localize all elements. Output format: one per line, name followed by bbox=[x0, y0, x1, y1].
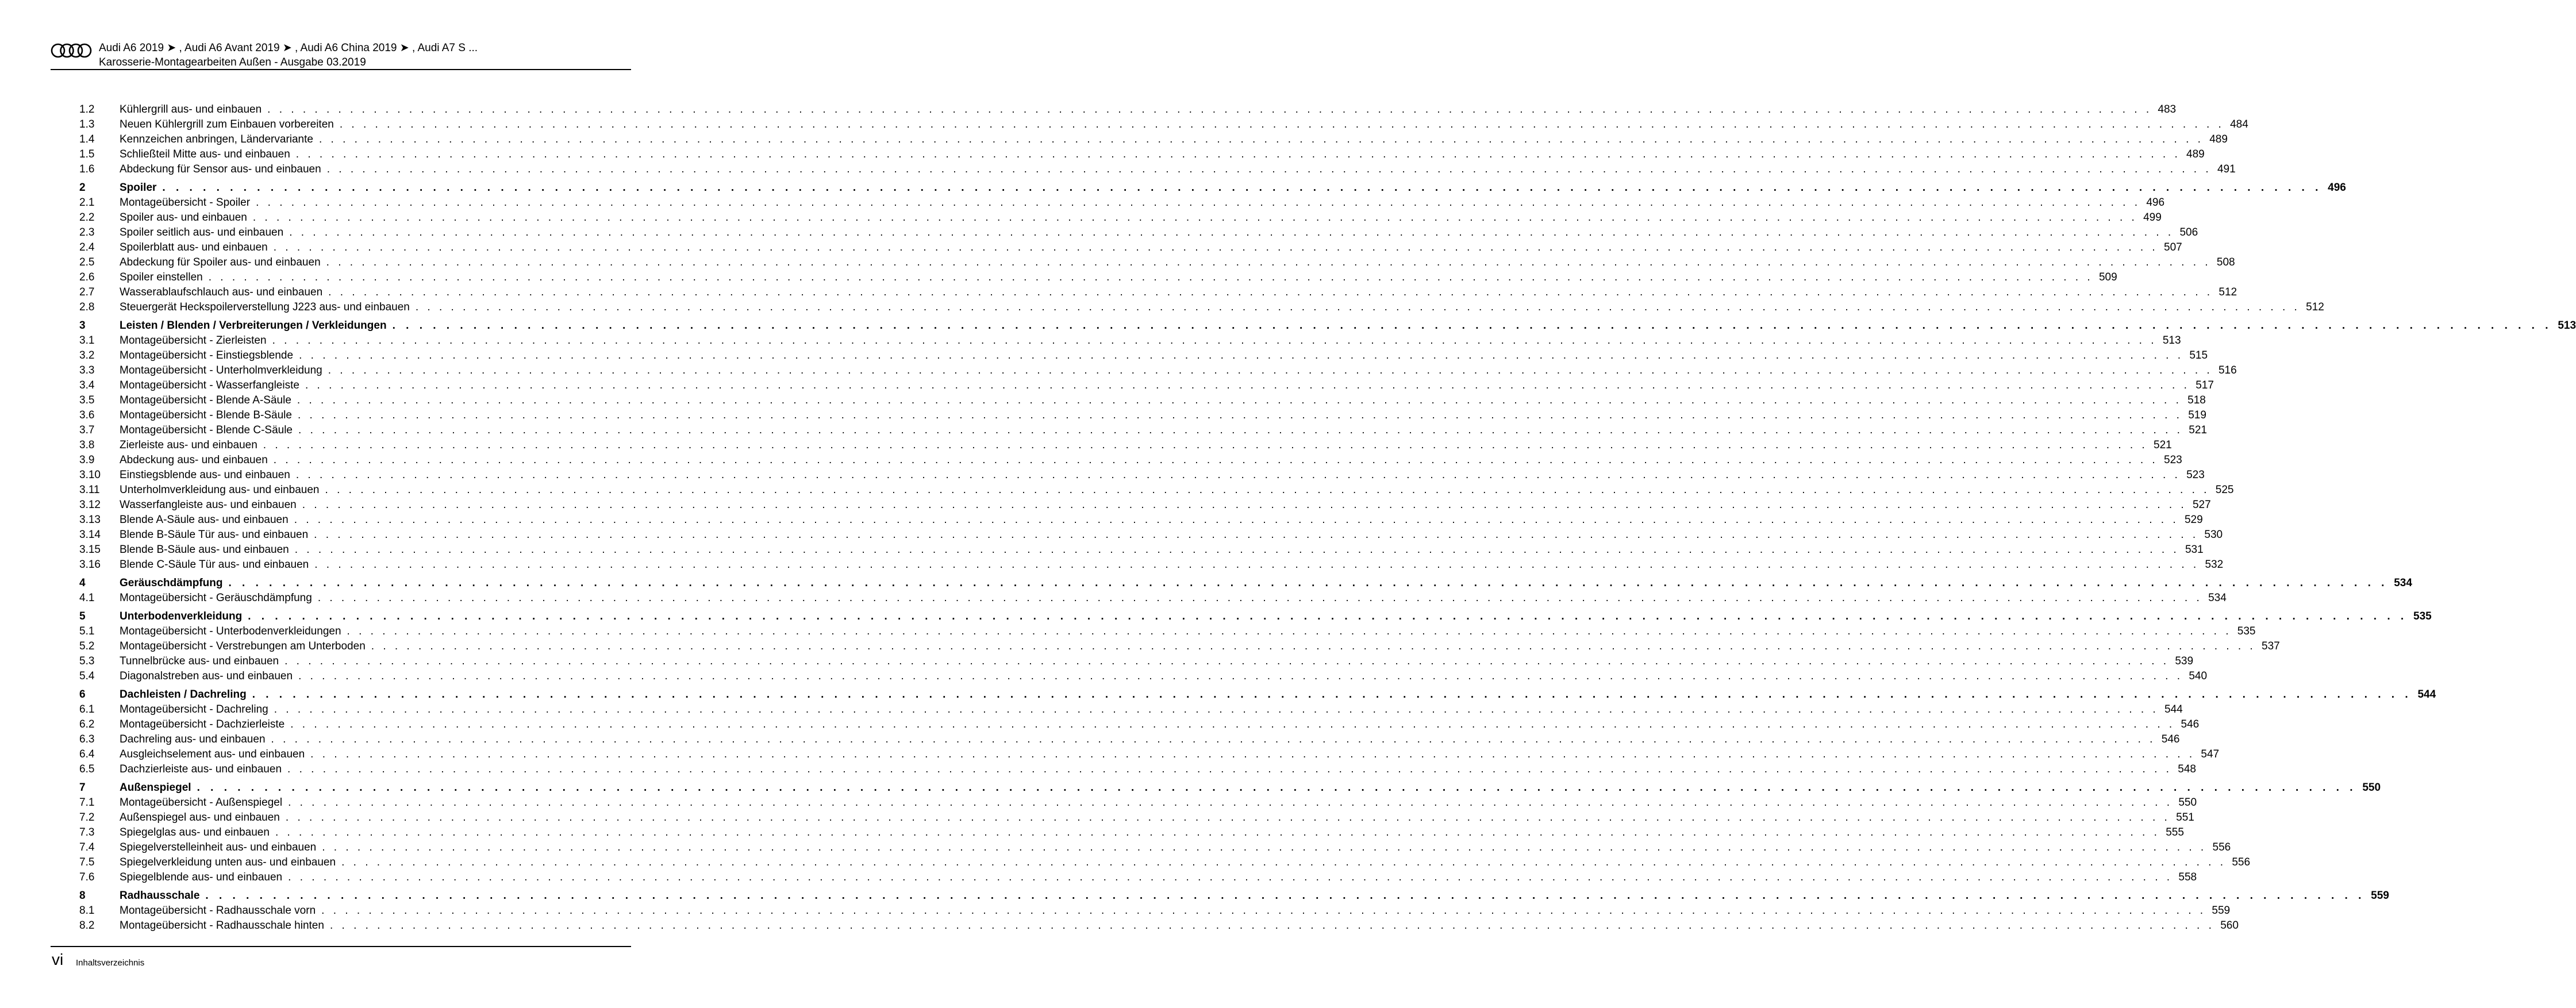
toc-dot-leader: . . . . . . . . . . . . . . . . . . . . . . . . . . . . . . . . . . . . . . . . . . . . . . . . . . . . . . . . . . . . . . . . . . . . . . . . . . . . . . . . . . . . . . . . . . . . . . . . . . . . . . . . . . . . . . . . . . . . . . . . . . . . . . . . . . . . . . . . . . . . . . . . . . . . . . . . . . . . . . . . bbox=[297, 409, 2182, 421]
toc-entry-title[interactable]: Wasserablaufschlauch aus- und einbauen bbox=[120, 286, 323, 298]
toc-entry-title[interactable]: Blende C-Säule Tür aus- und einbauen bbox=[120, 559, 309, 571]
toc-entry-page[interactable]: 535 bbox=[2413, 610, 2432, 622]
toc-entry-page[interactable]: 523 bbox=[2164, 454, 2182, 466]
toc-entry-number: 7.4 bbox=[79, 841, 95, 853]
toc-entry-title[interactable]: Blende B-Säule Tür aus- und einbauen bbox=[120, 529, 309, 541]
toc-entry-title[interactable]: Zierleiste aus- und einbauen bbox=[120, 439, 257, 451]
toc-entry-page[interactable]: 558 bbox=[2178, 871, 2197, 883]
toc-entry-number: 3.12 bbox=[79, 499, 101, 511]
toc-entry-title[interactable]: Montageübersicht - Blende A-Säule bbox=[120, 394, 291, 406]
toc-entry-title[interactable]: Blende B-Säule aus- und einbauen bbox=[120, 544, 289, 556]
toc-entry-number: 2.5 bbox=[79, 256, 95, 268]
toc-entry-page[interactable]: 513 bbox=[2558, 320, 2576, 332]
toc-dot-leader: . . . . . . . . . . . . . . . . . . . . . . . . . . . . . . . . . . . . . . . . . . . . . . . . . . . . . . . . . . . . . . . . . . . . . . . . . . . . . . . . . . . . . . . . . . . . . . . . . . . . . . . . . . . . . . . . . . . . . . . . . . . . . . . . . . . . . . . . . . . . . . . . . . . . . . . . . . . . . . . . bbox=[294, 514, 2179, 526]
toc-dot-leader: . . . . . . . . . . . . . . . . . . . . . . . . . . . . . . . . . . . . . . . . . . . . . . . . . . . . . . . . . . . . . . . . . . . . . . . . . . . . . . . . . . . . . . . . . . . . . . . . . . . . . . . . . . . . . . . . . . . . . . . . . . . . . . . . . . . . . . . . . . . . . . . . . . . . . . . . . . . . . . . . bbox=[329, 919, 2214, 932]
toc-entry-title[interactable]: Spoilerblatt aus- und einbauen bbox=[120, 241, 268, 253]
toc-dot-leader: . . . . . . . . . . . . . . . . . . . . . . . . . . . . . . . . . . . . . . . . . . . . . . . . . . . . . . . . . . . . . . . . . . . . . . . . . . . . . . . . . . . . . . . . . . . . . . . . . . . . . . . . . . . . . . . . . . . . . . . . . . . . . . . . . . . . . . . . . . . . . . . . . . . . . . . . . . . . . . . . bbox=[271, 733, 2156, 745]
toc-entry-number: 3 bbox=[79, 320, 86, 332]
toc-entry-number: 3.7 bbox=[79, 424, 95, 436]
toc-dot-leader: . . . . . . . . . . . . . . . . . . . . . . . . . . . . . . . . . . . . . . . . . . . . . . . . . . . . . . . . . . . . . . . . . . . . . . . . . . . . . . . . . . . . . . . . . . . . . . . . . . . . . . . . . . . . . . . . . . . . . . . . . . . . . . . . . . . . . . . . . . . . . . . . . . . . . . . . . . . . . . . . bbox=[252, 688, 2412, 701]
toc-entry-title[interactable]: Montageübersicht - Wasserfangleiste bbox=[120, 379, 299, 391]
footer-page-number: vi bbox=[52, 951, 64, 968]
header-divider bbox=[51, 69, 631, 70]
toc-entry-number: 5.1 bbox=[79, 625, 95, 637]
toc-entry-page[interactable]: 540 bbox=[2189, 670, 2208, 682]
toc-entry-title[interactable]: Tunnelbrücke aus- und einbauen bbox=[120, 655, 279, 667]
toc-dot-leader: . . . . . . . . . . . . . . . . . . . . . . . . . . . . . . . . . . . . . . . . . . . . . . . . . . . . . . . . . . . . . . . . . . . . . . . . . . . . . . . . . . . . . . . . . . . . . . . . . . . . . . . . . . . . . . . . . . . . . . . . . . . . . . . . . . . . . . . . . . . . . . . . . . . . . . . . . . . . . . . . bbox=[318, 133, 2204, 145]
table-of-contents bbox=[79, 101, 2576, 932]
toc-entry-row[interactable] bbox=[79, 526, 2223, 541]
toc-entry-number: 6.2 bbox=[79, 718, 95, 730]
toc-dot-leader: . . . . . . . . . . . . . . . . . . . . . . . . . . . . . . . . . . . . . . . . . . . . . . . . . . . . . . . . . . . . . . . . . . . . . . . . . . . . . . . . . . . . . . . . . . . . . . . . . . . . . . . . . . . . . . . . . . . . . . . . . . . . . . . . . . . . . . . . . . . . . . . . . . . . . . . . . . . . . . . . bbox=[288, 797, 2173, 809]
toc-entry-title[interactable]: Montageübersicht - Dachzierleiste bbox=[120, 718, 285, 730]
toc-entry-title[interactable]: Montageübersicht - Blende C-Säule bbox=[120, 424, 293, 436]
toc-dot-leader: . . . . . . . . . . . . . . . . . . . . . . . . . . . . . . . . . . . . . . . . . . . . . . . . . . . . . . . . . . . . . . . . . . . . . . . . . . . . . . . . . . . . . . . . . . . . . . . . . . . . . . . . . . . . . . . . . . . . . . . . . . . . . . . . . . . . . . . . . . . . . . . . . . . . . . . . . . . . . . . . bbox=[289, 226, 2174, 238]
toc-entry-row[interactable] bbox=[79, 194, 2165, 209]
toc-entry-title[interactable]: Neuen Kühlergrill zum Einbauen vorbereiten bbox=[120, 118, 334, 130]
toc-dot-leader: . . . . . . . . . . . . . . . . . . . . . . . . . . . . . . . . . . . . . . . . . . . . . . . . . . . . . . . . . . . . . . . . . . . . . . . . . . . . . . . . . . . . . . . . . . . . . . . . . . . . . . . . . . . . . . . . . . . . . . . . . . . . . . . . . . . . . . . . . . . . . . . . . . . . . . . . . . . . . . . . bbox=[325, 484, 2210, 496]
toc-entry-page[interactable]: 499 bbox=[2143, 211, 2162, 224]
toc-entry-number: 3.1 bbox=[79, 334, 95, 347]
toc-dot-leader: . . . . . . . . . . . . . . . . . . . . . . . . . . . . . . . . . . . . . . . . . . . . . . . . . . . . . . . . . . . . . . . . . . . . . . . . . . . . . . . . . . . . . . . . . . . . . . . . . . . . . . . . . . . . . . . . . . . . . . . . . . . . . . . . . . . . . . . . . . . . . . . . . . . . . . . . . . . . . . . . bbox=[275, 826, 2160, 838]
toc-chapter-row[interactable] bbox=[79, 179, 2346, 194]
toc-dot-leader: . . . . . . . . . . . . . . . . . . . . . . . . . . . . . . . . . . . . . . . . . . . . . . . . . . . . . . . . . . . . . . . . . . . . . . . . . . . . . . . . . . . . . . . . . . . . . . . . . . . . . . . . . . . . . . . . . . . . . . . . . . . . . . . . . . . . . . . . . . . . . . . . . . . . . . . . . . . . . . . . bbox=[263, 439, 2148, 451]
toc-entry-page[interactable]: 559 bbox=[2212, 905, 2231, 917]
toc-entry-page[interactable]: 530 bbox=[2204, 529, 2223, 541]
toc-entry-row[interactable] bbox=[79, 116, 2248, 131]
toc-entry-row[interactable] bbox=[79, 839, 2231, 854]
toc-dot-leader: . . . . . . . . . . . . . . . . . . . . . . . . . . . . . . . . . . . . . . . . . . . . . . . . . . . . . . . . . . . . . . . . . . . . . . . . . . . . . . . . . . . . . . . . . . . . . . . . . . . . . . . . . . . . . . . . . . . . . . . . . . . . . . . . . . . . . . . . . . . . . . . . . . . . . . . . . . . . . . . . bbox=[339, 118, 2224, 130]
toc-entry-row[interactable] bbox=[79, 716, 2200, 731]
toc-entry-number: 2.6 bbox=[79, 271, 95, 283]
toc-entry-title[interactable]: Montageübersicht - Verstrebungen am Unterboden bbox=[120, 640, 366, 652]
toc-entry-row[interactable] bbox=[79, 854, 2251, 869]
toc-entry-title[interactable]: Außenspiegel bbox=[120, 782, 191, 794]
toc-entry-title[interactable]: Spiegelverstelleinheit aus- und einbauen bbox=[120, 841, 317, 853]
toc-entry-title[interactable]: Montageübersicht - Einstiegsblende bbox=[120, 349, 294, 361]
toc-entry-number: 3.16 bbox=[79, 559, 101, 571]
toc-entry-title[interactable]: Abdeckung für Spoiler aus- und einbauen bbox=[120, 256, 321, 268]
toc-dot-leader: . . . . . . . . . . . . . . . . . . . . . . . . . . . . . . . . . . . . . . . . . . . . . . . . . . . . . . . . . . . . . . . . . . . . . . . . . . . . . . . . . . . . . . . . . . . . . . . . . . . . . . . . . . . . . . . . . . . . . . . . . . . . . . . . . . . . . . . . . . . . . . . . . . . . . . . . . . . . . . . . bbox=[297, 394, 2182, 406]
toc-entry-title[interactable]: Montageübersicht - Radhausschale vorn bbox=[120, 905, 316, 917]
toc-entry-title[interactable]: Kennzeichen anbringen, Ländervariante bbox=[120, 133, 313, 145]
toc-entry-number: 5.3 bbox=[79, 655, 95, 667]
toc-entry-number: 3.15 bbox=[79, 544, 101, 556]
toc-entry-page[interactable]: 544 bbox=[2164, 703, 2183, 715]
toc-entry-page[interactable]: 535 bbox=[2237, 625, 2256, 637]
toc-entry-page[interactable]: 525 bbox=[2215, 484, 2234, 496]
toc-dot-leader: . . . . . . . . . . . . . . . . . . . . . . . . . . . . . . . . . . . . . . . . . . . . . . . . . . . . . . . . . . . . . . . . . . . . . . . . . . . . . . . . . . . . . . . . . . . . . . . . . . . . . . . . . . . . . . . . . . . . . . . . . . . . . . . . . . . . . . . . . . . . . . . . . . . . . . . . . . . . . . . . bbox=[299, 349, 2184, 361]
toc-entry-number: 1.6 bbox=[79, 163, 95, 175]
toc-dot-leader: . . . . . . . . . . . . . . . . . . . . . . . . . . . . . . . . . . . . . . . . . . . . . . . . . . . . . . . . . . . . . . . . . . . . . . . . . . . . . . . . . . . . . . . . . . . . . . . . . . . . . . . . . . . . . . . . . . . . . . . . . . . . . . . . . . . . . . . . . . . . . . . . . . . . . . . . . . . . . . . . bbox=[326, 163, 2212, 175]
toc-entry-number: 3.5 bbox=[79, 394, 95, 406]
toc-entry-page[interactable]: 551 bbox=[2176, 811, 2194, 824]
toc-entry-row[interactable] bbox=[79, 556, 2224, 571]
toc-entry-page[interactable]: 532 bbox=[2205, 559, 2224, 571]
toc-entry-number: 2 bbox=[79, 182, 86, 194]
toc-entry-title[interactable]: Montageübersicht - Blende B-Säule bbox=[120, 409, 292, 421]
toc-chapter-row[interactable] bbox=[79, 608, 2432, 623]
toc-entry-number: 2.8 bbox=[79, 301, 95, 313]
toc-entry-row[interactable] bbox=[79, 392, 2206, 407]
toc-entry-title[interactable]: Abdeckung aus- und einbauen bbox=[120, 454, 268, 466]
toc-entry-row[interactable] bbox=[79, 209, 2162, 224]
toc-entry-number: 2.3 bbox=[79, 226, 95, 238]
toc-entry-row[interactable] bbox=[79, 497, 2211, 511]
toc-dot-leader: . . . . . . . . . . . . . . . . . . . . . . . . . . . . . . . . . . . . . . . . . . . . . . . . . . . . . . . . . . . . . . . . . . . . . . . . . . . . . . . . . . . . . . . . . . . . . . . . . . . . . . . . . . . . . . . . . . . . . . . . . . . . . . . . . . . . . . . . . . . . . . . . . . . . . . . . . . . . . . . . bbox=[295, 469, 2181, 481]
toc-entry-number: 1.2 bbox=[79, 103, 95, 116]
toc-entry-page[interactable]: 512 bbox=[2306, 301, 2324, 313]
toc-entry-title[interactable]: Spoiler einstellen bbox=[120, 271, 203, 283]
toc-entry-title[interactable]: Unterbodenverkleidung bbox=[120, 610, 243, 622]
toc-entry-number: 7.3 bbox=[79, 826, 95, 838]
toc-dot-leader: . . . . . . . . . . . . . . . . . . . . . . . . . . . . . . . . . . . . . . . . . . . . . . . . . . . . . . . . . . . . . . . . . . . . . . . . . . . . . . . . . . . . . . . . . . . . . . . . . . . . . . . . . . . . . . . . . . . . . . . . . . . . . . . . . . . . . . . . . . . . . . . . . . . . . . . . . . . . . . . . bbox=[273, 241, 2158, 253]
toc-entry-title[interactable]: Spoiler bbox=[120, 182, 157, 194]
toc-entry-row[interactable] bbox=[79, 623, 2256, 638]
toc-entry-row[interactable] bbox=[79, 422, 2207, 437]
toc-dot-leader: . . . . . . . . . . . . . . . . . . . . . . . . . . . . . . . . . . . . . . . . . . . . . . . . . . . . . . . . . . . . . . . . . . . . . . . . . . . . . . . . . . . . . . . . . . . . . . . . . . . . . . . . . . . . . . . . . . . . . . . . . . . . . . . . . . . . . . . . . . . . . . . . . . . . . . . . . . . . . . . . bbox=[302, 499, 2187, 511]
toc-chapter-row[interactable] bbox=[79, 575, 2412, 590]
toc-entry-number: 5.2 bbox=[79, 640, 95, 652]
toc-entry-row[interactable] bbox=[79, 653, 2194, 668]
toc-entry-number: 1.3 bbox=[79, 118, 95, 130]
toc-entry-title[interactable]: Dachleisten / Dachreling bbox=[120, 688, 247, 701]
toc-entry-row[interactable] bbox=[79, 701, 2183, 716]
toc-entry-row[interactable] bbox=[79, 452, 2182, 467]
toc-entry-title[interactable]: Montageübersicht - Zierleisten bbox=[120, 334, 267, 347]
toc-entry-title[interactable]: Spiegelverkleidung unten aus- und einbauen bbox=[120, 856, 336, 868]
toc-dot-leader: . . . . . . . . . . . . . . . . . . . . . . . . . . . . . . . . . . . . . . . . . . . . . . . . . . . . . . . . . . . . . . . . . . . . . . . . . . . . . . . . . . . . . . . . . . . . . . . . . . . . . . . . . . . . . . . . . . . . . . . . . . . . . . . . . . . . . . . . . . . . . . . . . . . . . . . . . . . . . . . . bbox=[205, 890, 2365, 902]
toc-entry-page[interactable]: 556 bbox=[2212, 841, 2231, 853]
toc-entry-row[interactable] bbox=[79, 254, 2235, 269]
header-vehicle-models: Audi A6 2019 ➤ , Audi A6 Avant 2019 ➤ , Audi A6 China 2019 ➤ , Audi A7 S ... bbox=[99, 42, 478, 54]
toc-entry-page[interactable]: 516 bbox=[2218, 364, 2237, 376]
toc-entry-row[interactable] bbox=[79, 917, 2239, 932]
toc-entry-page[interactable]: 556 bbox=[2232, 856, 2251, 868]
toc-entry-page[interactable]: 555 bbox=[2166, 826, 2184, 838]
toc-entry-number: 6 bbox=[79, 688, 86, 701]
toc-entry-number: 6.1 bbox=[79, 703, 95, 715]
toc-entry-row[interactable] bbox=[79, 161, 2236, 176]
toc-dot-leader: . . . . . . . . . . . . . . . . . . . . . . . . . . . . . . . . . . . . . . . . . . . . . . . . . . . . . . . . . . . . . . . . . . . . . . . . . . . . . . . . . . . . . . . . . . . . . . . . . . . . . . . . . . . . . . . . . . . . . . . . . . . . . . . . . . . . . . . . . . . . . . . . . . . . . . . . . . . . . . . . bbox=[415, 301, 2300, 313]
toc-dot-leader: . . . . . . . . . . . . . . . . . . . . . . . . . . . . . . . . . . . . . . . . . . . . . . . . . . . . . . . . . . . . . . . . . . . . . . . . . . . . . . . . . . . . . . . . . . . . . . . . . . . . . . . . . . . . . . . . . . . . . . . . . . . . . . . . . . . . . . . . . . . . . . . . . . . . . . . . . . . . . . . . bbox=[392, 320, 2552, 332]
toc-entry-row[interactable] bbox=[79, 377, 2214, 392]
toc-dot-leader: . . . . . . . . . . . . . . . . . . . . . . . . . . . . . . . . . . . . . . . . . . . . . . . . . . . . . . . . . . . . . . . . . . . . . . . . . . . . . . . . . . . . . . . . . . . . . . . . . . . . . . . . . . . . . . . . . . . . . . . . . . . . . . . . . . . . . . . . . . . . . . . . . . . . . . . . . . . . . . . . bbox=[295, 148, 2181, 160]
toc-entry-number: 6.4 bbox=[79, 748, 95, 760]
toc-dot-leader: . . . . . . . . . . . . . . . . . . . . . . . . . . . . . . . . . . . . . . . . . . . . . . . . . . . . . . . . . . . . . . . . . . . . . . . . . . . . . . . . . . . . . . . . . . . . . . . . . . . . . . . . . . . . . . . . . . . . . . . . . . . . . . . . . . . . . . . . . . . . . . . . . . . . . . . . . . . . . . . . bbox=[347, 625, 2232, 637]
toc-entry-title[interactable]: Steuergerät Heckspoilerverstellung J223 aus- und einbauen bbox=[120, 301, 410, 313]
toc-entry-number: 4 bbox=[79, 577, 86, 589]
toc-entry-page[interactable]: 550 bbox=[2178, 797, 2197, 809]
toc-entry-number: 7.6 bbox=[79, 871, 95, 883]
toc-entry-page[interactable]: 534 bbox=[2394, 577, 2412, 589]
toc-entry-row[interactable] bbox=[79, 467, 2205, 482]
toc-entry-title[interactable]: Montageübersicht - Radhausschale hinten bbox=[120, 919, 324, 932]
toc-entry-number: 6.3 bbox=[79, 733, 95, 745]
toc-entry-row[interactable] bbox=[79, 224, 2198, 239]
toc-entry-row[interactable] bbox=[79, 239, 2182, 254]
toc-dot-leader: . . . . . . . . . . . . . . . . . . . . . . . . . . . . . . . . . . . . . . . . . . . . . . . . . . . . . . . . . . . . . . . . . . . . . . . . . . . . . . . . . . . . . . . . . . . . . . . . . . . . . . . . . . . . . . . . . . . . . . . . . . . . . . . . . . . . . . . . . . . . . . . . . . . . . . . . . . . . . . . . bbox=[314, 529, 2199, 541]
toc-entry-number: 4.1 bbox=[79, 592, 95, 604]
toc-dot-leader: . . . . . . . . . . . . . . . . . . . . . . . . . . . . . . . . . . . . . . . . . . . . . . . . . . . . . . . . . . . . . . . . . . . . . . . . . . . . . . . . . . . . . . . . . . . . . . . . . . . . . . . . . . . . . . . . . . . . . . . . . . . . . . . . . . . . . . . . . . . . . . . . . . . . . . . . . . . . . . . . bbox=[314, 559, 2200, 571]
toc-entry-page[interactable]: 547 bbox=[2201, 748, 2220, 760]
toc-dot-leader: . . . . . . . . . . . . . . . . . . . . . . . . . . . . . . . . . . . . . . . . . . . . . . . . . . . . . . . . . . . . . . . . . . . . . . . . . . . . . . . . . . . . . . . . . . . . . . . . . . . . . . . . . . . . . . . . . . . . . . . . . . . . . . . . . . . . . . . . . . . . . . . . . . . . . . . . . . . . . . . . bbox=[317, 592, 2202, 604]
toc-entry-page[interactable]: 496 bbox=[2328, 182, 2346, 194]
toc-entry-page[interactable]: 546 bbox=[2161, 733, 2180, 745]
toc-entry-number: 3.4 bbox=[79, 379, 95, 391]
toc-entry-page[interactable]: 517 bbox=[2196, 379, 2214, 391]
toc-entry-row[interactable] bbox=[79, 541, 2204, 556]
toc-entry-page[interactable]: 518 bbox=[2187, 394, 2206, 406]
toc-entry-number: 2.7 bbox=[79, 286, 95, 298]
toc-dot-leader: . . . . . . . . . . . . . . . . . . . . . . . . . . . . . . . . . . . . . . . . . . . . . . . . . . . . . . . . . . . . . . . . . . . . . . . . . . . . . . . . . . . . . . . . . . . . . . . . . . . . . . . . . . . . . . . . . . . . . . . . . . . . . . . . . . . . . . . . . . . . . . . . . . . . . . . . . . . . . . . . bbox=[228, 577, 2388, 589]
toc-entry-row[interactable] bbox=[79, 146, 2205, 161]
toc-dot-leader: . . . . . . . . . . . . . . . . . . . . . . . . . . . . . . . . . . . . . . . . . . . . . . . . . . . . . . . . . . . . . . . . . . . . . . . . . . . . . . . . . . . . . . . . . . . . . . . . . . . . . . . . . . . . . . . . . . . . . . . . . . . . . . . . . . . . . . . . . . . . . . . . . . . . . . . . . . . . . . . . bbox=[294, 544, 2179, 556]
toc-entry-title[interactable]: Ausgleichselement aus- und einbauen bbox=[120, 748, 305, 760]
toc-entry-row[interactable] bbox=[79, 332, 2181, 347]
toc-entry-row[interactable] bbox=[79, 299, 2324, 314]
toc-entry-number: 3.14 bbox=[79, 529, 101, 541]
toc-entry-number: 5 bbox=[79, 610, 86, 622]
toc-dot-leader: . . . . . . . . . . . . . . . . . . . . . . . . . . . . . . . . . . . . . . . . . . . . . . . . . . . . . . . . . . . . . . . . . . . . . . . . . . . . . . . . . . . . . . . . . . . . . . . . . . . . . . . . . . . . . . . . . . . . . . . . . . . . . . . . . . . . . . . . . . . . . . . . . . . . . . . . . . . . . . . . bbox=[248, 610, 2408, 622]
toc-entry-number: 3.2 bbox=[79, 349, 95, 361]
toc-dot-leader: . . . . . . . . . . . . . . . . . . . . . . . . . . . . . . . . . . . . . . . . . . . . . . . . . . . . . . . . . . . . . . . . . . . . . . . . . . . . . . . . . . . . . . . . . . . . . . . . . . . . . . . . . . . . . . . . . . . . . . . . . . . . . . . . . . . . . . . . . . . . . . . . . . . . . . . . . . . . . . . . bbox=[322, 841, 2207, 853]
toc-entry-number: 3.11 bbox=[79, 484, 100, 496]
toc-entry-row[interactable] bbox=[79, 131, 2228, 146]
toc-entry-title[interactable]: Blende A-Säule aus- und einbauen bbox=[120, 514, 289, 526]
toc-entry-number: 3.13 bbox=[79, 514, 101, 526]
toc-entry-title[interactable]: Spiegelglas aus- und einbauen bbox=[120, 826, 270, 838]
toc-dot-leader: . . . . . . . . . . . . . . . . . . . . . . . . . . . . . . . . . . . . . . . . . . . . . . . . . . . . . . . . . . . . . . . . . . . . . . . . . . . . . . . . . . . . . . . . . . . . . . . . . . . . . . . . . . . . . . . . . . . . . . . . . . . . . . . . . . . . . . . . . . . . . . . . . . . . . . . . . . . . . . . . bbox=[162, 182, 2322, 194]
toc-entry-row[interactable] bbox=[79, 746, 2220, 761]
toc-entry-row[interactable] bbox=[79, 269, 2117, 284]
toc-entry-page[interactable]: 539 bbox=[2175, 655, 2194, 667]
toc-entry-title[interactable]: Unterholmverkleidung aus- und einbauen bbox=[120, 484, 320, 496]
toc-dot-leader: . . . . . . . . . . . . . . . . . . . . . . . . . . . . . . . . . . . . . . . . . . . . . . . . . . . . . . . . . . . . . . . . . . . . . . . . . . . . . . . . . . . . . . . . . . . . . . . . . . . . . . . . . . . . . . . . . . . . . . . . . . . . . . . . . . . . . . . . . . . . . . . . . . . . . . . . . . . . . . . . bbox=[273, 454, 2158, 466]
toc-entry-page[interactable]: 496 bbox=[2146, 197, 2165, 209]
toc-chapter-row[interactable] bbox=[79, 779, 2381, 794]
toc-entry-number: 8.1 bbox=[79, 905, 95, 917]
toc-entry-page[interactable]: 548 bbox=[2178, 763, 2196, 775]
toc-entry-title[interactable]: Montageübersicht - Außenspiegel bbox=[120, 797, 283, 809]
toc-entry-page[interactable]: 515 bbox=[2189, 349, 2208, 361]
toc-entry-number: 2.4 bbox=[79, 241, 95, 253]
toc-dot-leader: . . . . . . . . . . . . . . . . . . . . . . . . . . . . . . . . . . . . . . . . . . . . . . . . . . . . . . . . . . . . . . . . . . . . . . . . . . . . . . . . . . . . . . . . . . . . . . . . . . . . . . . . . . . . . . . . . . . . . . . . . . . . . . . . . . . . . . . . . . . . . . . . . . . . . . . . . . . . . . . . bbox=[371, 640, 2256, 652]
toc-entry-row[interactable] bbox=[79, 794, 2197, 809]
toc-entry-row[interactable] bbox=[79, 437, 2172, 452]
toc-entry-page[interactable]: 509 bbox=[2098, 271, 2117, 283]
toc-entry-page[interactable]: 531 bbox=[2185, 544, 2204, 556]
toc-entry-number: 2.1 bbox=[79, 197, 95, 209]
toc-dot-leader: . . . . . . . . . . . . . . . . . . . . . . . . . . . . . . . . . . . . . . . . . . . . . . . . . . . . . . . . . . . . . . . . . . . . . . . . . . . . . . . . . . . . . . . . . . . . . . . . . . . . . . . . . . . . . . . . . . . . . . . . . . . . . . . . . . . . . . . . . . . . . . . . . . . . . . . . . . . . . . . . bbox=[328, 286, 2213, 298]
toc-entry-page[interactable]: 489 bbox=[2209, 133, 2228, 145]
toc-entry-page[interactable]: 521 bbox=[2154, 439, 2172, 451]
toc-entry-number: 7.1 bbox=[79, 797, 95, 809]
toc-entry-number: 8.2 bbox=[79, 919, 95, 932]
toc-entry-page[interactable]: 523 bbox=[2186, 469, 2205, 481]
toc-dot-leader: . . . . . . . . . . . . . . . . . . . . . . . . . . . . . . . . . . . . . . . . . . . . . . . . . . . . . . . . . . . . . . . . . . . . . . . . . . . . . . . . . . . . . . . . . . . . . . . . . . . . . . . . . . . . . . . . . . . . . . . . . . . . . . . . . . . . . . . . . . . . . . . . . . . . . . . . . . . . . . . . bbox=[298, 670, 2183, 682]
toc-entry-number: 1.4 bbox=[79, 133, 95, 145]
toc-entry-number: 7.5 bbox=[79, 856, 95, 868]
toc-entry-title[interactable]: Leisten / Blenden / Verbreiterungen / Verkleidungen bbox=[120, 320, 387, 332]
toc-entry-title[interactable]: Montageübersicht - Unterbodenverkleidungen bbox=[120, 625, 341, 637]
toc-dot-leader: . . . . . . . . . . . . . . . . . . . . . . . . . . . . . . . . . . . . . . . . . . . . . . . . . . . . . . . . . . . . . . . . . . . . . . . . . . . . . . . . . . . . . . . . . . . . . . . . . . . . . . . . . . . . . . . . . . . . . . . . . . . . . . . . . . . . . . . . . . . . . . . . . . . . . . . . . . . . . . . . bbox=[341, 856, 2227, 868]
toc-entry-title[interactable]: Kühlergrill aus- und einbauen bbox=[120, 103, 262, 116]
toc-entry-row[interactable] bbox=[79, 590, 2227, 605]
toc-dot-leader: . . . . . . . . . . . . . . . . . . . . . . . . . . . . . . . . . . . . . . . . . . . . . . . . . . . . . . . . . . . . . . . . . . . . . . . . . . . . . . . . . . . . . . . . . . . . . . . . . . . . . . . . . . . . . . . . . . . . . . . . . . . . . . . . . . . . . . . . . . . . . . . . . . . . . . . . . . . . . . . . bbox=[305, 379, 2190, 391]
toc-entry-row[interactable] bbox=[79, 824, 2184, 839]
toc-dot-leader: . . . . . . . . . . . . . . . . . . . . . . . . . . . . . . . . . . . . . . . . . . . . . . . . . . . . . . . . . . . . . . . . . . . . . . . . . . . . . . . . . . . . . . . . . . . . . . . . . . . . . . . . . . . . . . . . . . . . . . . . . . . . . . . . . . . . . . . . . . . . . . . . . . . . . . . . . . . . . . . . bbox=[310, 748, 2196, 760]
toc-entry-number: 3.8 bbox=[79, 439, 95, 451]
toc-entry-row[interactable] bbox=[79, 902, 2231, 917]
toc-entry-page[interactable]: 491 bbox=[2217, 163, 2236, 175]
toc-entry-number: 3.10 bbox=[79, 469, 101, 481]
toc-dot-leader: . . . . . . . . . . . . . . . . . . . . . . . . . . . . . . . . . . . . . . . . . . . . . . . . . . . . . . . . . . . . . . . . . . . . . . . . . . . . . . . . . . . . . . . . . . . . . . . . . . . . . . . . . . . . . . . . . . . . . . . . . . . . . . . . . . . . . . . . . . . . . . . . . . . . . . . . . . . . . . . . bbox=[252, 211, 2137, 224]
toc-entry-page[interactable]: 529 bbox=[2184, 514, 2203, 526]
toc-entry-title[interactable]: Dachzierleiste aus- und einbauen bbox=[120, 763, 282, 775]
toc-chapter-row[interactable] bbox=[79, 317, 2576, 332]
toc-entry-page[interactable]: 560 bbox=[2220, 919, 2239, 932]
toc-entry-title[interactable]: Wasserfangleiste aus- und einbauen bbox=[120, 499, 297, 511]
toc-entry-page[interactable]: 507 bbox=[2164, 241, 2182, 253]
toc-entry-title[interactable]: Radhausschale bbox=[120, 890, 200, 902]
toc-entry-page[interactable]: 489 bbox=[2186, 148, 2205, 160]
toc-entry-page[interactable]: 550 bbox=[2362, 782, 2381, 794]
toc-entry-title[interactable]: Montageübersicht - Geräuschdämpfung bbox=[120, 592, 312, 604]
toc-dot-leader: . . . . . . . . . . . . . . . . . . . . . . . . . . . . . . . . . . . . . . . . . . . . . . . . . . . . . . . . . . . . . . . . . . . . . . . . . . . . . . . . . . . . . . . . . . . . . . . . . . . . . . . . . . . . . . . . . . . . . . . . . . . . . . . . . . . . . . . . . . . . . . . . . . . . . . . . . . . . . . . . bbox=[298, 424, 2183, 436]
toc-chapter-row[interactable] bbox=[79, 686, 2436, 701]
toc-dot-leader: . . . . . . . . . . . . . . . . . . . . . . . . . . . . . . . . . . . . . . . . . . . . . . . . . . . . . . . . . . . . . . . . . . . . . . . . . . . . . . . . . . . . . . . . . . . . . . . . . . . . . . . . . . . . . . . . . . . . . . . . . . . . . . . . . . . . . . . . . . . . . . . . . . . . . . . . . . . . . . . . bbox=[328, 364, 2213, 376]
toc-entry-title[interactable]: Dachreling aus- und einbauen bbox=[120, 733, 266, 745]
toc-entry-page[interactable]: 483 bbox=[2158, 103, 2177, 116]
toc-entry-title[interactable]: Abdeckung für Sensor aus- und einbauen bbox=[120, 163, 321, 175]
toc-entry-page[interactable]: 559 bbox=[2371, 890, 2389, 902]
toc-entry-row[interactable] bbox=[79, 809, 2194, 824]
toc-entry-row[interactable] bbox=[79, 482, 2234, 497]
toc-chapter-row[interactable] bbox=[79, 887, 2389, 902]
toc-entry-row[interactable] bbox=[79, 362, 2237, 377]
toc-entry-row[interactable] bbox=[79, 347, 2208, 362]
toc-entry-row[interactable] bbox=[79, 638, 2280, 653]
audi-rings-icon bbox=[51, 42, 92, 59]
toc-entry-row[interactable] bbox=[79, 731, 2180, 746]
toc-entry-page[interactable]: 519 bbox=[2188, 409, 2206, 421]
toc-entry-row[interactable] bbox=[79, 668, 2208, 683]
toc-entry-title[interactable]: Spiegelblende aus- und einbauen bbox=[120, 871, 283, 883]
toc-entry-number: 5.4 bbox=[79, 670, 95, 682]
header-document-title: Karosserie-Montagearbeiten Außen - Ausgabe 03.2019 bbox=[99, 56, 366, 68]
toc-dot-leader: . . . . . . . . . . . . . . . . . . . . . . . . . . . . . . . . . . . . . . . . . . . . . . . . . . . . . . . . . . . . . . . . . . . . . . . . . . . . . . . . . . . . . . . . . . . . . . . . . . . . . . . . . . . . . . . . . . . . . . . . . . . . . . . . . . . . . . . . . . . . . . . . . . . . . . . . . . . . . . . . bbox=[208, 271, 2093, 283]
toc-entry-title[interactable]: Geräuschdämpfung bbox=[120, 577, 223, 589]
toc-dot-leader: . . . . . . . . . . . . . . . . . . . . . . . . . . . . . . . . . . . . . . . . . . . . . . . . . . . . . . . . . . . . . . . . . . . . . . . . . . . . . . . . . . . . . . . . . . . . . . . . . . . . . . . . . . . . . . . . . . . . . . . . . . . . . . . . . . . . . . . . . . . . . . . . . . . . . . . . . . . . . . . . bbox=[290, 718, 2175, 730]
toc-dot-leader: . . . . . . . . . . . . . . . . . . . . . . . . . . . . . . . . . . . . . . . . . . . . . . . . . . . . . . . . . . . . . . . . . . . . . . . . . . . . . . . . . . . . . . . . . . . . . . . . . . . . . . . . . . . . . . . . . . . . . . . . . . . . . . . . . . . . . . . . . . . . . . . . . . . . . . . . . . . . . . . . bbox=[326, 256, 2211, 268]
footer-divider bbox=[51, 946, 631, 947]
toc-entry-title[interactable]: Montageübersicht - Spoiler bbox=[120, 197, 251, 209]
toc-entry-number: 8 bbox=[79, 890, 86, 902]
toc-dot-leader: . . . . . . . . . . . . . . . . . . . . . . . . . . . . . . . . . . . . . . . . . . . . . . . . . . . . . . . . . . . . . . . . . . . . . . . . . . . . . . . . . . . . . . . . . . . . . . . . . . . . . . . . . . . . . . . . . . . . . . . . . . . . . . . . . . . . . . . . . . . . . . . . . . . . . . . . . . . . . . . . bbox=[287, 763, 2172, 775]
toc-entry-row[interactable] bbox=[79, 407, 2206, 422]
footer-section-label: Inhaltsverzeichnis bbox=[76, 958, 145, 968]
toc-dot-leader: . . . . . . . . . . . . . . . . . . . . . . . . . . . . . . . . . . . . . . . . . . . . . . . . . . . . . . . . . . . . . . . . . . . . . . . . . . . . . . . . . . . . . . . . . . . . . . . . . . . . . . . . . . . . . . . . . . . . . . . . . . . . . . . . . . . . . . . . . . . . . . . . . . . . . . . . . . . . . . . . bbox=[197, 782, 2357, 794]
toc-entry-page[interactable]: 508 bbox=[2216, 256, 2235, 268]
toc-entry-page[interactable]: 546 bbox=[2181, 718, 2200, 730]
toc-entry-page[interactable]: 512 bbox=[2219, 286, 2237, 298]
toc-entry-page[interactable]: 521 bbox=[2189, 424, 2207, 436]
toc-entry-title[interactable]: Montageübersicht - Dachreling bbox=[120, 703, 268, 715]
toc-entry-row[interactable] bbox=[79, 101, 2177, 116]
toc-entry-title[interactable]: Spoiler seitlich aus- und einbauen bbox=[120, 226, 284, 238]
toc-entry-page[interactable]: 537 bbox=[2262, 640, 2280, 652]
toc-entry-row[interactable] bbox=[79, 511, 2203, 526]
toc-dot-leader: . . . . . . . . . . . . . . . . . . . . . . . . . . . . . . . . . . . . . . . . . . . . . . . . . . . . . . . . . . . . . . . . . . . . . . . . . . . . . . . . . . . . . . . . . . . . . . . . . . . . . . . . . . . . . . . . . . . . . . . . . . . . . . . . . . . . . . . . . . . . . . . . . . . . . . . . . . . . . . . . bbox=[285, 811, 2170, 824]
toc-entry-title[interactable]: Spoiler aus- und einbauen bbox=[120, 211, 247, 224]
toc-entry-row[interactable] bbox=[79, 869, 2197, 884]
toc-entry-page[interactable]: 506 bbox=[2179, 226, 2198, 238]
toc-dot-leader: . . . . . . . . . . . . . . . . . . . . . . . . . . . . . . . . . . . . . . . . . . . . . . . . . . . . . . . . . . . . . . . . . . . . . . . . . . . . . . . . . . . . . . . . . . . . . . . . . . . . . . . . . . . . . . . . . . . . . . . . . . . . . . . . . . . . . . . . . . . . . . . . . . . . . . . . . . . . . . . . bbox=[284, 655, 2170, 667]
toc-entry-number: 7.2 bbox=[79, 811, 95, 824]
toc-dot-leader: . . . . . . . . . . . . . . . . . . . . . . . . . . . . . . . . . . . . . . . . . . . . . . . . . . . . . . . . . . . . . . . . . . . . . . . . . . . . . . . . . . . . . . . . . . . . . . . . . . . . . . . . . . . . . . . . . . . . . . . . . . . . . . . . . . . . . . . . . . . . . . . . . . . . . . . . . . . . . . . . bbox=[272, 334, 2157, 347]
toc-entry-page[interactable]: 544 bbox=[2417, 688, 2436, 701]
toc-entry-number: 3.3 bbox=[79, 364, 95, 376]
toc-entry-number: 6.5 bbox=[79, 763, 95, 775]
toc-dot-leader: . . . . . . . . . . . . . . . . . . . . . . . . . . . . . . . . . . . . . . . . . . . . . . . . . . . . . . . . . . . . . . . . . . . . . . . . . . . . . . . . . . . . . . . . . . . . . . . . . . . . . . . . . . . . . . . . . . . . . . . . . . . . . . . . . . . . . . . . . . . . . . . . . . . . . . . . . . . . . . . . bbox=[256, 197, 2141, 209]
toc-entry-row[interactable] bbox=[79, 761, 2196, 776]
toc-entry-number: 3.9 bbox=[79, 454, 95, 466]
toc-entry-title[interactable]: Diagonalstreben aus- und einbauen bbox=[120, 670, 293, 682]
toc-entry-page[interactable]: 534 bbox=[2208, 592, 2227, 604]
toc-dot-leader: . . . . . . . . . . . . . . . . . . . . . . . . . . . . . . . . . . . . . . . . . . . . . . . . . . . . . . . . . . . . . . . . . . . . . . . . . . . . . . . . . . . . . . . . . . . . . . . . . . . . . . . . . . . . . . . . . . . . . . . . . . . . . . . . . . . . . . . . . . . . . . . . . . . . . . . . . . . . . . . . bbox=[274, 703, 2159, 715]
toc-entry-page[interactable]: 484 bbox=[2230, 118, 2248, 130]
toc-entry-page[interactable]: 513 bbox=[2162, 334, 2181, 347]
toc-entry-title[interactable]: Montageübersicht - Unterholmverkleidung bbox=[120, 364, 322, 376]
toc-entry-title[interactable]: Einstiegsblende aus- und einbauen bbox=[120, 469, 290, 481]
toc-entry-row[interactable] bbox=[79, 284, 2237, 299]
toc-entry-number: 7 bbox=[79, 782, 86, 794]
toc-dot-leader: . . . . . . . . . . . . . . . . . . . . . . . . . . . . . . . . . . . . . . . . . . . . . . . . . . . . . . . . . . . . . . . . . . . . . . . . . . . . . . . . . . . . . . . . . . . . . . . . . . . . . . . . . . . . . . . . . . . . . . . . . . . . . . . . . . . . . . . . . . . . . . . . . . . . . . . . . . . . . . . . bbox=[321, 905, 2206, 917]
toc-entry-page[interactable]: 527 bbox=[2192, 499, 2211, 511]
toc-entry-title[interactable]: Schließteil Mitte aus- und einbauen bbox=[120, 148, 290, 160]
toc-entry-title[interactable]: Außenspiegel aus- und einbauen bbox=[120, 811, 280, 824]
toc-dot-leader: . . . . . . . . . . . . . . . . . . . . . . . . . . . . . . . . . . . . . . . . . . . . . . . . . . . . . . . . . . . . . . . . . . . . . . . . . . . . . . . . . . . . . . . . . . . . . . . . . . . . . . . . . . . . . . . . . . . . . . . . . . . . . . . . . . . . . . . . . . . . . . . . . . . . . . . . . . . . . . . . bbox=[267, 103, 2152, 116]
toc-entry-number: 3.6 bbox=[79, 409, 95, 421]
toc-entry-number: 2.2 bbox=[79, 211, 95, 224]
toc-dot-leader: . . . . . . . . . . . . . . . . . . . . . . . . . . . . . . . . . . . . . . . . . . . . . . . . . . . . . . . . . . . . . . . . . . . . . . . . . . . . . . . . . . . . . . . . . . . . . . . . . . . . . . . . . . . . . . . . . . . . . . . . . . . . . . . . . . . . . . . . . . . . . . . . . . . . . . . . . . . . . . . . bbox=[288, 871, 2173, 883]
toc-entry-number: 1.5 bbox=[79, 148, 95, 160]
